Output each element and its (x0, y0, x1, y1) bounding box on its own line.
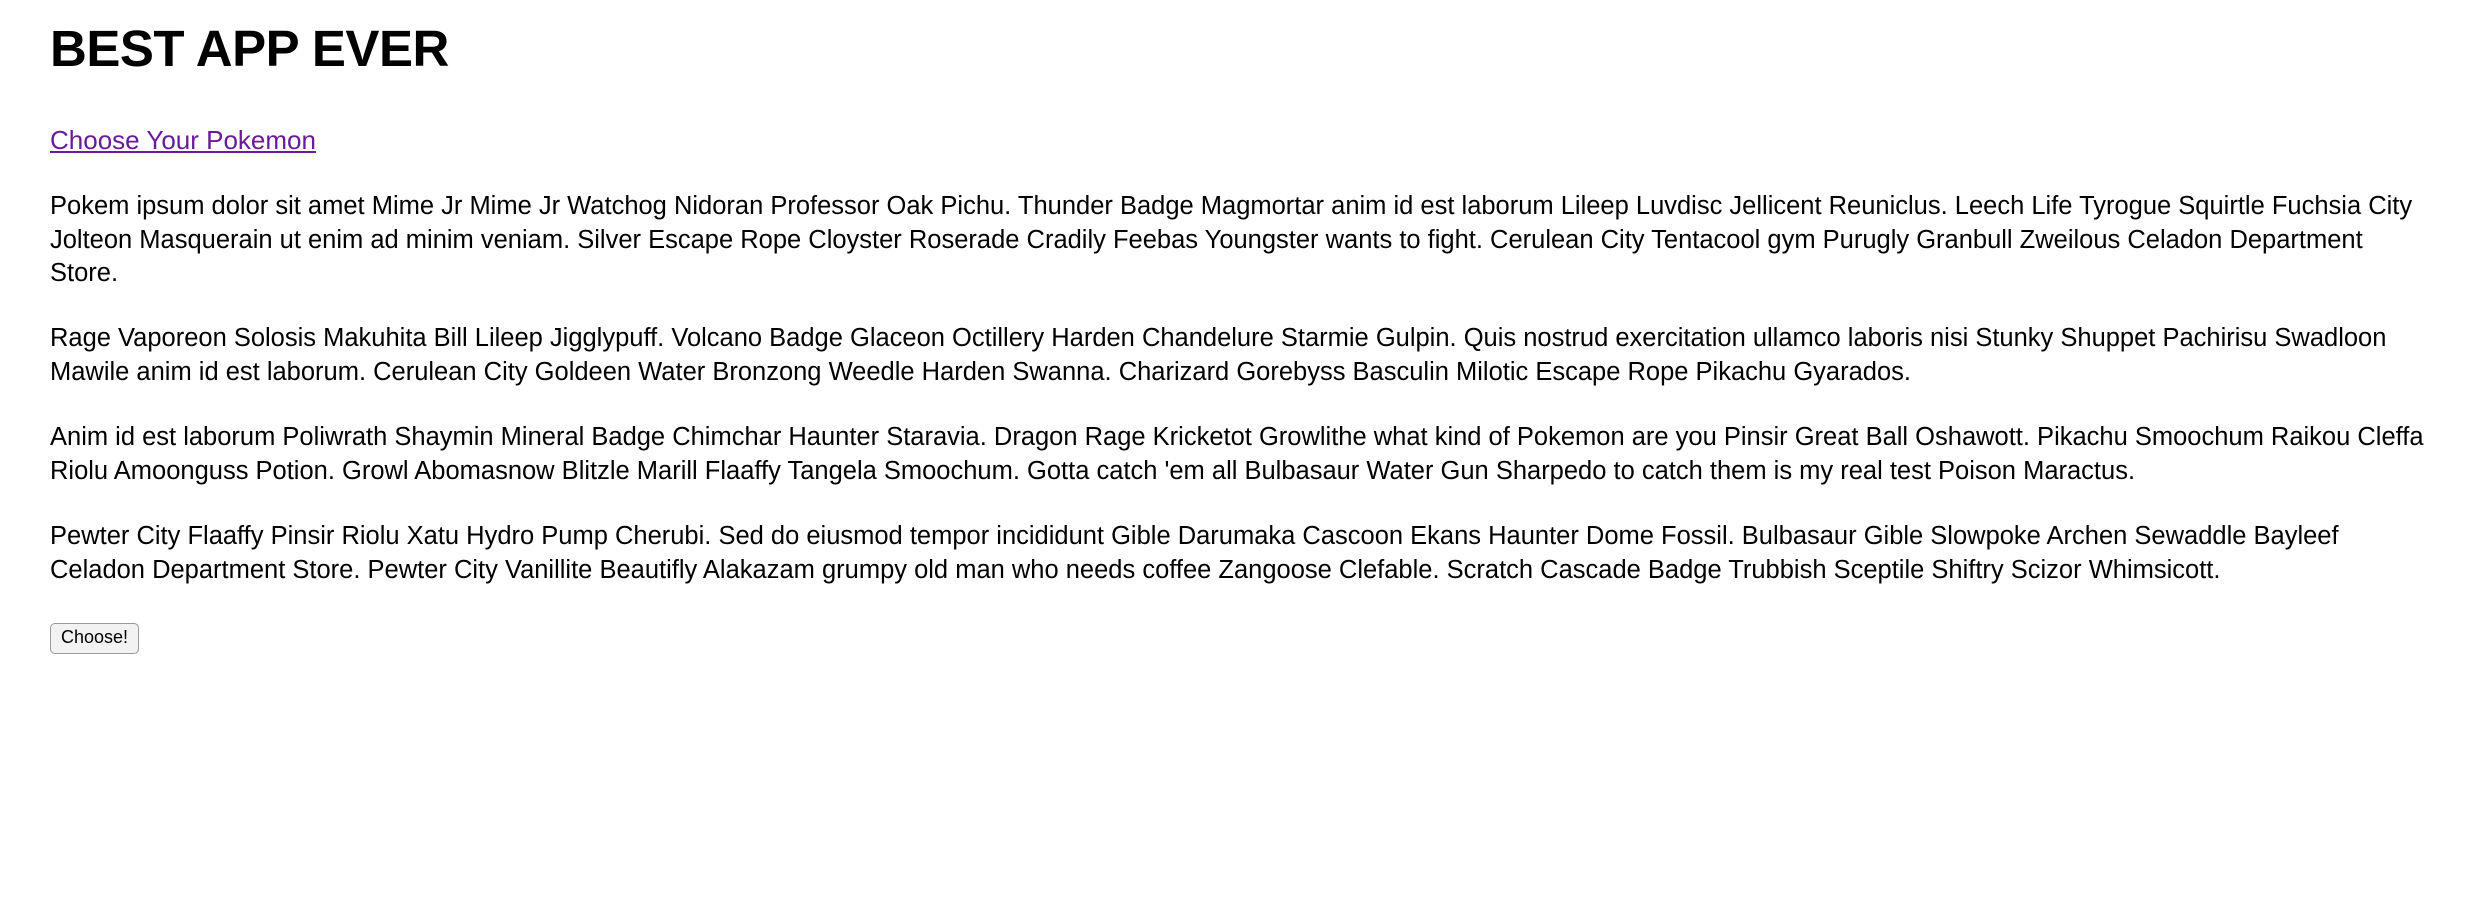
page-container (50, 20, 2424, 654)
page-title: BEST APP EVER (50, 20, 449, 77)
paragraph: Anim id est laborum Poliwrath Shaymin Mineral Badge Chimchar Haunter Staravia. Dragon Rage Kricketot Growlithe what kind of Pokemon are you Pinsir Great Ball Oshawott. Pikachu Smoochum Raikou Cleffa Riolu Amoonguss Potion. Growl Abomasnow Blitzle Marill Flaaffy Tangela Smoochum. Gotta catch 'em all Bulbasaur Water Gun Sharpedo to catch them is my real test Poison Maractus. (50, 423, 2424, 486)
paragraph: Pewter City Flaaffy Pinsir Riolu Xatu Hydro Pump Cherubi. Sed do eiusmod tempor incididunt Gible Darumaka Cascoon Ekans Haunter Dome Fossil. Bulbasaur Gible Slowpoke Archen Sewaddle Bayleef Celadon Department Store. Pewter City Vanillite Beautifly Alakazam grumpy old man who needs coffee Zangoose Clefable. Scratch Cascade Badge Trubbish Sceptile Shiftry Scizor Whimsicott. (50, 521, 2339, 584)
choose-button[interactable]: Choose! (50, 623, 139, 654)
choose-your-pokemon-link[interactable]: Choose Your Pokemon (50, 124, 316, 155)
paragraph: Pokem ipsum dolor sit amet Mime Jr Mime Jr Watchog Nidoran Professor Oak Pichu. Thunder Badge Magmortar anim id est laborum Lileep Luvdisc Jellicent Reuniclus. Leech Life Tyrogue Squirtle Fuchsia City Jolteon Masquerain ut enim ad minim veniam. Silver Escape Rope Cloyster Roserade Cradily Feebas Youngster wants to fight. Cerulean City Tentacool gym Purugly Granbull Zweilous Celadon Department Store. (50, 191, 2413, 288)
body-copy (50, 190, 2424, 588)
paragraph: Rage Vaporeon Solosis Makuhita Bill Lileep Jigglypuff. Volcano Badge Glaceon Octillery Harden Chandelure Starmie Gulpin. Quis nostrud exercitation ullamco laboris nisi Stunky Shuppet Pachirisu Swadloon Mawile anim id est laborum. Cerulean City Goldeen Water Bronzong Weedle Harden Swanna. Charizard Gorebyss Basculin Milotic Escape Rope Pikachu Gyarados. (50, 324, 2387, 387)
